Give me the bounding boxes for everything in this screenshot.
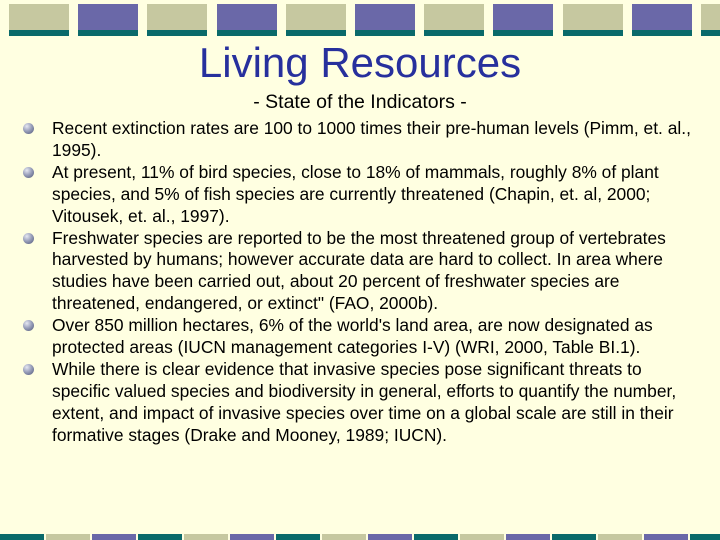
band-tile: [460, 534, 504, 540]
bullet-item: [0, 315, 720, 359]
band-tile-strip: [701, 30, 720, 36]
band-tile-strip: [147, 30, 207, 36]
bullet-sphere-icon: [23, 364, 34, 375]
band-tile: [424, 4, 484, 30]
bullet-text: Recent extinction rates are 100 to 1000 times their pre-human levels (Pimm, et. al., 1995).: [52, 118, 691, 160]
band-tile-strip: [424, 30, 484, 36]
band-tile-strip: [78, 30, 138, 36]
band-tile: [355, 4, 415, 30]
band-tile-strip: [563, 30, 623, 36]
band-tile: [563, 4, 623, 30]
band-tile: [78, 4, 138, 30]
bullet-sphere-icon: [23, 167, 34, 178]
slide-title: Living Resources: [198, 39, 522, 86]
band-tile: [138, 534, 182, 540]
band-tile: [552, 534, 596, 540]
band-tile: [147, 4, 207, 30]
band-tile: [276, 534, 320, 540]
bullet-text: At present, 11% of bird species, close to 18% of mammals, roughly 8% of plant species, and 5% of fish species are currently threatened (Chapin, et. al, 2000; Vitousek, et. al., 1997).: [52, 161, 659, 226]
bullet-item: [0, 228, 720, 316]
band-tile: [506, 534, 550, 540]
bullet-item: [0, 118, 720, 162]
band-tile: [322, 534, 366, 540]
band-tile: [286, 4, 346, 30]
band-tile: [368, 534, 412, 540]
band-tile: [644, 534, 688, 540]
bullet-text: Over 850 million hectares, 6% of the world's land area, are now designated as protected areas (IUCN management categories I-V) (WRI, 2000, Table BI.1).: [52, 315, 653, 358]
band-tile: [230, 534, 274, 540]
band-tile: [701, 4, 720, 30]
band-tile-strip: [217, 30, 277, 36]
bullet-sphere-icon: [23, 123, 34, 134]
bullet-item: [0, 162, 720, 228]
band-tile: [632, 4, 692, 30]
band-tile: [0, 534, 44, 540]
slide-subtitle: - State of the Indicators -: [253, 91, 467, 113]
band-tile: [184, 534, 228, 540]
band-tile-strip: [493, 30, 553, 36]
band-tile: [690, 534, 720, 540]
bullet-item: [0, 359, 720, 447]
top-decorative-band: [0, 0, 720, 38]
bullet-text: Freshwater species are reported to be the most threatened group of vertebrates harvested by humans; however accurate data are hard to collect. In area where studies have been carried out, about 20 percent of freshwater species are threatened, endangered, or extinct" (FAO, 2000b).: [52, 227, 666, 314]
band-tile: [217, 4, 277, 30]
band-tile-strip: [355, 30, 415, 36]
bullet-text: While there is clear evidence that invasive species pose significant threats to specific valued species and biodiversity in general, efforts to quantify the number, extent, and impact of invasive species over time on a global scale are still in their formative stages (Drake and Mooney, 1989; IUCN).: [52, 358, 677, 445]
band-tile-strip: [9, 30, 69, 36]
bottom-decorative-band: [0, 534, 720, 540]
band-tile-strip: [632, 30, 692, 36]
band-tile: [92, 534, 136, 540]
band-tile: [414, 534, 458, 540]
bullet-sphere-icon: [23, 320, 34, 331]
band-tile: [46, 534, 90, 540]
band-tile: [598, 534, 642, 540]
band-tile-strip: [286, 30, 346, 36]
bullet-list: [0, 118, 720, 447]
band-tile: [9, 4, 69, 30]
band-tile: [493, 4, 553, 30]
bullet-sphere-icon: [23, 233, 34, 244]
